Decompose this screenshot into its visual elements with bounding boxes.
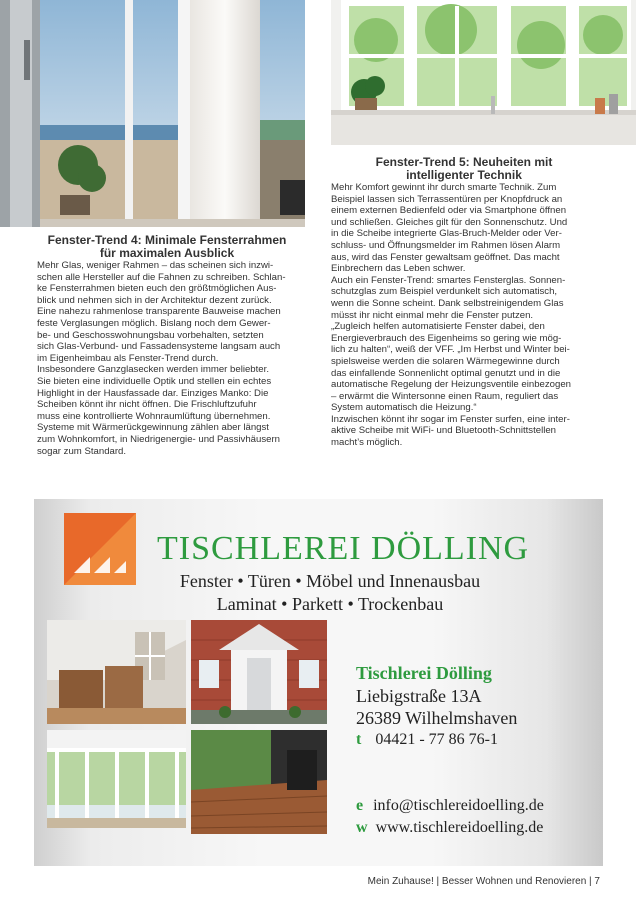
email-prefix: e [356, 797, 364, 814]
article-right-heading: Fenster-Trend 5: Neuheiten mit intelligenter Technik [375, 155, 553, 182]
web-line [356, 819, 543, 837]
email-link[interactable]: info@tischlereidoelling.de [373, 797, 544, 814]
web-link[interactable]: www.tischlereidoelling.de [375, 819, 544, 836]
window-sea-view-photo [0, 0, 305, 227]
company-street: Liebigstraße 13A [356, 686, 482, 706]
phone-number: 04421 - 77 86 76-1 [375, 731, 498, 748]
article-left-heading: Fenster-Trend 4: Minimale Fensterrahmen für maximalen Ausblick [47, 233, 287, 260]
page-footer: Mein Zuhause! | Besser Wohnen und Renovieren | 7 [367, 876, 600, 887]
web-prefix: w [356, 819, 368, 836]
phone-prefix: t [356, 731, 362, 748]
article-left-body: Mehr Glas, weniger Rahmen – das scheinen sich inzwi- schen alle Hersteller auf die Fahnen zu schreiben. Schlan- ke Fensterrahmen bieten euch den größtmöglichen Aus- blick und nehmen sich in der Architektur dezent zurück. Eine nahezu rahmenlose transparente Bauweise machen feste Verglasungen möglich. Bislang noch dem Gewer- be- und Geschosswohnungsbau vorbehalten, setzten sich Glas-Verbund- und Fassadensysteme langsam auch im Eigenheimbau als Fenster-Trend durch. Insbesondere Ganzglasecken werden immer beliebter. Sie bieten eine individuelle Optik und stellen ein echtes Highlight in der Hausfassade dar. Einziges Manko: Die Scheiben könnt ihr nicht öffnen. Die Frischluftzufuhr muss eine kontrollierte Wohnraumlüftung übernehmen. Systeme mit Wärmerückgewinnung zählen aber längst zum Wohnkomfort, in Niedrigenergie- und Passivhäusern sogar zum Standard. [37, 260, 286, 457]
kitchen-window-photo [331, 0, 636, 145]
services-line-2: Laminat • Parkett • Trockenbau [216, 594, 444, 614]
house-entrance-photo [191, 620, 327, 724]
article-right-body: Mehr Komfort gewinnt ihr durch smarte Technik. Zum Beispiel lassen sich Terrassentüren per Knopfdruck an einem externen Bedienfeld oder via Smartphone öffnen und schließen. Gleiches gilt für den Sonnenschutz. Und in die Scheibe integrierte Glas-Bruch-Melder oder Ver- schluss- und Öffnungsmelder im Rahmen lösen Alarm aus, wird das Fenster gewaltsam geöffnet. Das macht Einbrechern das Leben schwer. Auch ein Fenster-Trend: smartes Fensterglas. Sonnen- schutzglas zum Beispiel verdunkelt sich automatisch, wenn die Sonne scheint. Dank selbstreinigendem Glas müsst ihr nicht einmal mehr die Fenster putzen. „Zugleich helfen automatisierte Fenster dabei, den Energieverbrauch des Eigenheims so gering wie mög- lich zu halten“, weiß der VFF. „Im Herbst und Winter bei- spielsweise werden die solaren Wärmegewinne durch das einfallende Sonnenlicht optimal genutzt und in die automatische Regelung der Heizungsventile einbezogen – erwärmt die Wintersonne einen Raum, reguliert das System automatisch die Heizung.“ Inzwischen könnt ihr sogar im Fenster surfen, eine inter- aktive Scheibe mit WiFi- und Bluetooth-Schnittstellen macht’s möglich. [331, 182, 572, 449]
company-name: Tischlerei Dölling [356, 663, 492, 683]
services-line-1: Fenster • Türen • Möbel und Innenausbau [179, 571, 481, 591]
company-title: TISCHLEREI DÖLLING [157, 530, 530, 567]
wood-floor-room-photo [191, 730, 327, 834]
attic-interior-photo [47, 620, 186, 724]
tischlerei-logo [64, 513, 136, 585]
company-city: 26389 Wilhelmshaven [356, 708, 518, 728]
conservatory-photo [47, 730, 186, 828]
email-line [356, 797, 544, 815]
phone-line [356, 731, 498, 749]
